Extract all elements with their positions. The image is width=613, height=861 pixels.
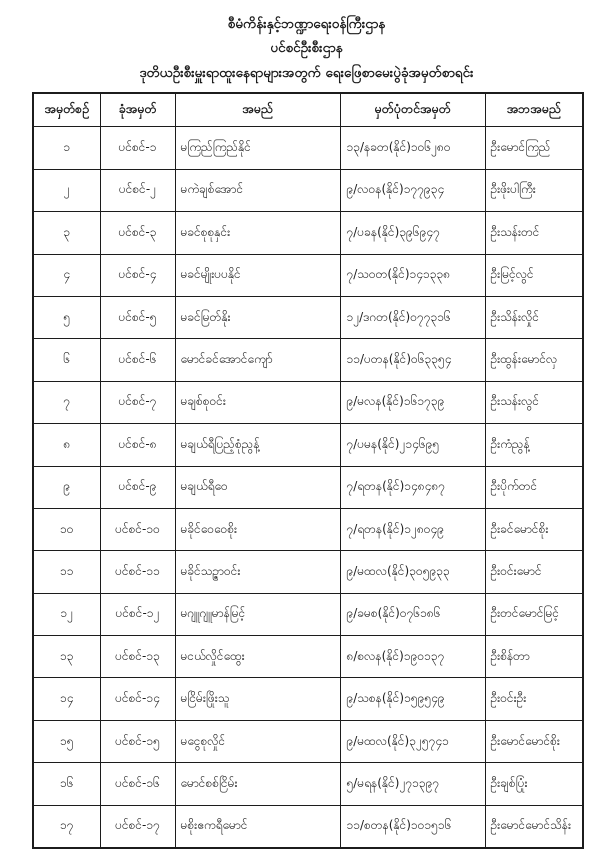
exam-roster-table bbox=[32, 92, 584, 849]
table-cell: မချစ်စုဝင်း bbox=[175, 381, 340, 423]
table-header bbox=[33, 93, 583, 127]
column-header-serial-no: အမှတ်စဉ် bbox=[33, 93, 100, 127]
table-cell: ၉/မထလ(နိုင်)၃၀၅၉၃၃ bbox=[340, 551, 485, 593]
table-cell: ဦးသန်းတင် bbox=[485, 212, 583, 254]
table-cell: ဦးခင်မောင်စိုး bbox=[485, 508, 583, 550]
table-cell: ၇/သဝတ(နိုင်)၁၄၁၃၃၈ bbox=[340, 254, 485, 296]
table-row bbox=[33, 508, 583, 550]
table-header-row bbox=[33, 93, 583, 127]
table-cell: ပင်စင်-၁၂ bbox=[100, 593, 175, 635]
table-cell: ၁၅ bbox=[33, 720, 100, 762]
table-cell: ၈/စလန(နိုင်)၁၉၀၁၃၇ bbox=[340, 636, 485, 678]
table-cell: မခင်မျိုးပပနိုင် bbox=[175, 254, 340, 296]
table-row bbox=[33, 254, 583, 296]
table-cell: ၉/လဝန(နိုင်)၁၇၇၉၃၄ bbox=[340, 169, 485, 211]
table-cell: ၉/ခမစ(နိုင်)၀၇၆၁၈၆ bbox=[340, 593, 485, 635]
ministry-title: စီမံကိန်းနှင့်ဘဏ္ဍာရေးဝန်ကြီးဌာန bbox=[227, 16, 386, 32]
table-cell: ၁၁ bbox=[33, 551, 100, 593]
table-row bbox=[33, 763, 583, 805]
table-cell: ၁၂/ဒဂတ(နိုင်)၀၇၇၃၁၆ bbox=[340, 296, 485, 338]
column-header-name: အမည် bbox=[175, 93, 340, 127]
table-row bbox=[33, 678, 583, 720]
table-cell: ဦးထွန်းမောင်လှ bbox=[485, 339, 583, 381]
table-cell: မချယ်ရီပြည့်စုံညွန့် bbox=[175, 424, 340, 466]
table-cell: ၁၁/ပတန(နိုင်)၀၆၃၃၅၄ bbox=[340, 339, 485, 381]
table-cell: ပင်စင်-၁၅ bbox=[100, 720, 175, 762]
table-cell: ပင်စင်-၁၄ bbox=[100, 678, 175, 720]
table-cell: မချယ်ရီဝေ bbox=[175, 466, 340, 508]
table-cell: မကြည်ကြည်နိုင် bbox=[175, 127, 340, 169]
table-cell: ဦးမောင်မောင်စိုး bbox=[485, 720, 583, 762]
table-cell: မငွေစုလှိုင် bbox=[175, 720, 340, 762]
table-cell: ၉/မလန(နိုင်)၁၆၁၇၃၉ bbox=[340, 381, 485, 423]
table-cell: ဦးသိန်းလှိုင် bbox=[485, 296, 583, 338]
table-cell: ၇/ပမန(နိုင်)၂၁၄၆၉၅ bbox=[340, 424, 485, 466]
table-cell: ဦးပိုက်တင် bbox=[485, 466, 583, 508]
table-cell: ဦးစိန်တာ bbox=[485, 636, 583, 678]
table-cell: ပင်စင်-၁၀ bbox=[100, 508, 175, 550]
table-cell: ပင်စင်-၁၃ bbox=[100, 636, 175, 678]
table-cell: မခင်မြတ်နိုး bbox=[175, 296, 340, 338]
table-cell: မခိုင်ဝေဝေစိုး bbox=[175, 508, 340, 550]
table-cell: ၃ bbox=[33, 212, 100, 254]
table-cell: မခိုင်သဉ္ဇာဝင်း bbox=[175, 551, 340, 593]
table-cell: မငယ်လှိုင်ထွေး bbox=[175, 636, 340, 678]
table-cell: ၁ bbox=[33, 127, 100, 169]
table-cell: ပင်စင်-၁၆ bbox=[100, 763, 175, 805]
table-cell: မစိုးဧကရီမောင် bbox=[175, 805, 340, 847]
table-cell: ၅ bbox=[33, 296, 100, 338]
table-body bbox=[33, 127, 583, 848]
table-cell: ပင်စင်-၂ bbox=[100, 169, 175, 211]
table-cell: ၈ bbox=[33, 424, 100, 466]
table-row bbox=[33, 424, 583, 466]
table-cell: ပင်စင်-၇ bbox=[100, 381, 175, 423]
table-cell: ပင်စင်-၈ bbox=[100, 424, 175, 466]
table-cell: ၇/ရတန(နိုင်)၁၄၈၄၈၇ bbox=[340, 466, 485, 508]
table-cell: ဦးဖိုးပါကြီး bbox=[485, 169, 583, 211]
table-row bbox=[33, 636, 583, 678]
table-cell: ပင်စင်-၄ bbox=[100, 254, 175, 296]
table-cell: ၁၃ bbox=[33, 636, 100, 678]
table-cell: ဦးတင်မောင်မြင့် bbox=[485, 593, 583, 635]
table-cell: ၁၃/နခတ(နိုင်)၁၀၆၂၈၀ bbox=[340, 127, 485, 169]
table-row bbox=[33, 593, 583, 635]
table-cell: မကဲချစ်အောင် bbox=[175, 169, 340, 211]
table-cell: ပင်စင်-၁၇ bbox=[100, 805, 175, 847]
table-cell: ၄ bbox=[33, 254, 100, 296]
table-row bbox=[33, 466, 583, 508]
table-row bbox=[33, 212, 583, 254]
table-row bbox=[33, 127, 583, 169]
document-header bbox=[0, 12, 613, 85]
table-cell: မခင်စုစုနှင်း bbox=[175, 212, 340, 254]
table-cell: ဦးသန်းလွင် bbox=[485, 381, 583, 423]
table-cell: ပင်စင်-၅ bbox=[100, 296, 175, 338]
table-cell: ဦးဝင်းဦး bbox=[485, 678, 583, 720]
table-cell: ၇ bbox=[33, 381, 100, 423]
column-header-roll-no: ခုံအမှတ် bbox=[100, 93, 175, 127]
table-row bbox=[33, 381, 583, 423]
document-title: ဒုတိယဦးစီးမှူးရာထူးနေရာများအတွက် ရေးဖြေစာမေးပွဲခုံအမှတ်စာရင်း bbox=[139, 64, 474, 81]
table-cell: ၇/ပခန(နိုင်)၃၉၆၉၄၇ bbox=[340, 212, 485, 254]
column-header-registration-no: မှတ်ပုံတင်အမှတ် bbox=[340, 93, 485, 127]
table-cell: ၁၄ bbox=[33, 678, 100, 720]
table-cell: ၁၆ bbox=[33, 763, 100, 805]
table-cell: ပင်စင်-၁၁ bbox=[100, 551, 175, 593]
table-cell: မငြိမ်းဖြိုးသူ bbox=[175, 678, 340, 720]
table-cell: မောင်ခင်အောင်ကျော် bbox=[175, 339, 340, 381]
table-cell: ဦးမောင်ကြည် bbox=[485, 127, 583, 169]
table-cell: ၅/မရန(နိုင်)၂၇၁၃၉၇ bbox=[340, 763, 485, 805]
table-cell: ဦးမောင်မောင်သိန်း bbox=[485, 805, 583, 847]
table-cell: ၁၀ bbox=[33, 508, 100, 550]
table-cell: ၁၁/စတန(နိုင်)၁၀၁၅၁၆ bbox=[340, 805, 485, 847]
table-cell: ၁၂ bbox=[33, 593, 100, 635]
table-row bbox=[33, 169, 583, 211]
table-cell: ပင်စင်-၃ bbox=[100, 212, 175, 254]
table-cell: ပင်စင်-၆ bbox=[100, 339, 175, 381]
table-cell: ၆ bbox=[33, 339, 100, 381]
column-header-father-name: အဘအမည် bbox=[485, 93, 583, 127]
table-cell: ၉ bbox=[33, 466, 100, 508]
table-cell: ဦးကံညွန့် bbox=[485, 424, 583, 466]
table-row bbox=[33, 296, 583, 338]
table-cell: ဦးဝင်းမောင် bbox=[485, 551, 583, 593]
table-cell: ပင်စင်-၉ bbox=[100, 466, 175, 508]
department-title: ပင်စင်ဦးစီးဌာန bbox=[270, 40, 343, 57]
table-cell: ၉/မထလ(နိုင်)၃၂၅၇၄၁ bbox=[340, 720, 485, 762]
table-row bbox=[33, 551, 583, 593]
table-row bbox=[33, 339, 583, 381]
table-cell: ၁၇ bbox=[33, 805, 100, 847]
table-cell: ပင်စင်-၁ bbox=[100, 127, 175, 169]
table-cell: ၉/သစန(နိုင်)၁၅၉၅၄၉ bbox=[340, 678, 485, 720]
table-cell: ဦးချစ်ပြုံး bbox=[485, 763, 583, 805]
table-cell: ၂ bbox=[33, 169, 100, 211]
table-cell: မဂျူဂျူမာန်မြင့် bbox=[175, 593, 340, 635]
table-row bbox=[33, 720, 583, 762]
table-cell: မောင်စစ်ငြိမ်း bbox=[175, 763, 340, 805]
table-cell: ဦးမြင့်လွင် bbox=[485, 254, 583, 296]
table-row bbox=[33, 805, 583, 847]
table-cell: ၇/ရတန(နိုင်)၁၂၈၀၄၉ bbox=[340, 508, 485, 550]
